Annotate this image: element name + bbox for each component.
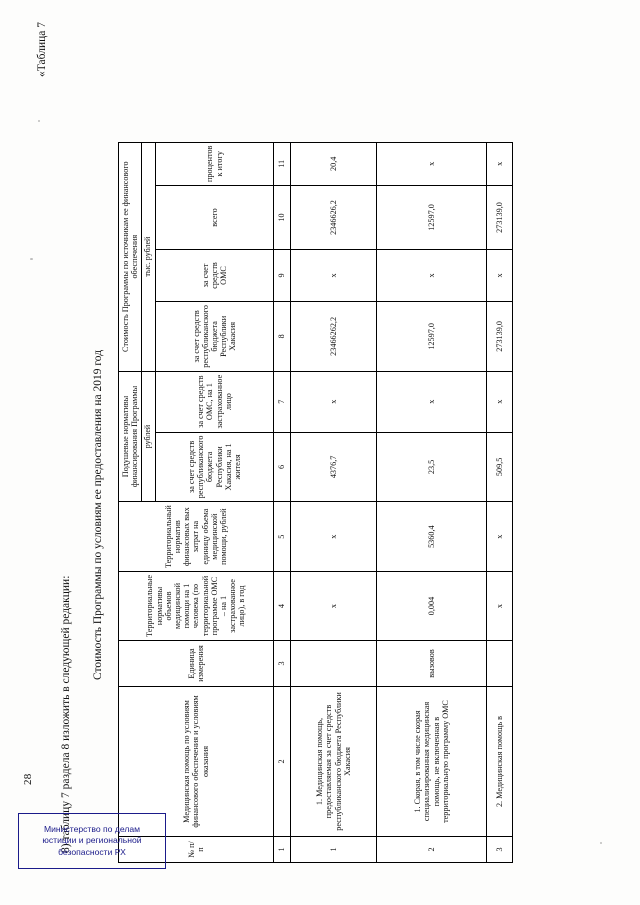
row-num: 2	[377, 837, 487, 863]
table-caption: Стоимость Программы по условиям ее предоставления на 2019 год	[92, 349, 104, 680]
row-percent: х	[487, 142, 513, 185]
scan-speck	[30, 258, 33, 260]
ministry-stamp	[18, 813, 166, 869]
table-row	[377, 142, 487, 862]
colnum-1: 1	[274, 837, 291, 863]
row-percapita-oms: х	[487, 371, 513, 432]
scan-speck	[600, 842, 602, 844]
row-percapita-oms: х	[377, 371, 487, 432]
row-care-type: 2. Медицинская помощь в	[487, 687, 513, 837]
row-volume: х	[291, 572, 377, 641]
stamp-line-3: безопасности РХ	[58, 846, 126, 857]
row-num: 1	[291, 837, 377, 863]
header-total-units: тыс. рублей	[142, 142, 156, 371]
header-percapita-units: рублей	[142, 371, 156, 502]
colnum-9: 9	[274, 249, 291, 301]
header-territorial-volume: Территориальные нормативы объемов медицинской помощи на 1 человека (по территориальной программе ОМС – на 1 застрахованное лицо), в год	[119, 572, 274, 641]
header-num: № п/п	[119, 837, 274, 863]
scan-speck	[38, 120, 40, 122]
colnum-10: 10	[274, 185, 291, 249]
row-cost-total: 12597,0	[377, 185, 487, 249]
row-num: 3	[487, 837, 513, 863]
row-cost-total: 2346626,2	[291, 185, 377, 249]
colnum-2: 2	[274, 687, 291, 837]
row-volume: х	[487, 572, 513, 641]
table-row	[487, 142, 513, 862]
row-percapita-oms: х	[291, 371, 377, 432]
row-cost-budget: 23466262,2	[291, 301, 377, 371]
row-cost-unit: х	[291, 502, 377, 572]
header-cost-oms: за счет средств ОМС	[156, 249, 274, 301]
header-group-percapita: Подушевые нормативы финансирования Программы	[119, 371, 142, 502]
row-unit: вызовов	[377, 641, 487, 687]
row-cost-unit: х	[487, 502, 513, 572]
row-cost-oms: х	[291, 249, 377, 301]
colnum-3: 3	[274, 641, 291, 687]
row-percapita-budget: 23,5	[377, 432, 487, 502]
colnum-7: 7	[274, 371, 291, 432]
header-cost-budget: за счет средств республиканского бюджета Республики Хакасия	[156, 301, 274, 371]
header-unit: Единица измерения	[119, 641, 274, 687]
row-volume: 0,004	[377, 572, 487, 641]
colnum-6: 6	[274, 432, 291, 502]
table-label: «Таблица 7	[36, 22, 48, 77]
row-cost-oms: х	[487, 249, 513, 301]
stamp-line-2: юстиции и региональной	[42, 835, 142, 846]
header-cost-total: всего	[156, 185, 274, 249]
row-percapita-budget: 4376,7	[291, 432, 377, 502]
header-care-type: Медицинская помощь по условиям финансового обеспечения и условиям оказания	[119, 687, 274, 837]
row-unit	[291, 641, 377, 687]
column-number-row	[274, 142, 291, 862]
page-number: 28	[22, 773, 34, 785]
row-cost-budget: 273139,0	[487, 301, 513, 371]
row-cost-unit: 5360,4	[377, 502, 487, 572]
header-territorial-cost: Территориальный норматив финансовых вых затрат на единицу объема медицинской помощи, рублей	[119, 502, 274, 572]
colnum-11: 11	[274, 142, 291, 185]
row-care-type: 1. Скорая, в том числе скорая специализированная медицинская помощь, не включенная в территориальную программу ОМС	[377, 687, 487, 837]
row-cost-budget: 12597,0	[377, 301, 487, 371]
colnum-5: 5	[274, 502, 291, 572]
row-cost-oms: х	[377, 249, 487, 301]
header-percapita-oms: за счет средств ОМС, на 1 застрахованное лицо	[156, 371, 274, 432]
header-percapita-budget: за счет средств республиканского бюджета Республики Хакасия, на 1 жителя	[156, 432, 274, 502]
colnum-8: 8	[274, 301, 291, 371]
row-care-type: 1. Медицинская помощь, предоставляемая за счет средств республиканского бюджета Республики Хакасия	[291, 687, 377, 837]
intro-paragraph: 8) таблицу 7 раздела 8 изложить в следующей редакции:	[60, 575, 72, 853]
row-percent: х	[377, 142, 487, 185]
colnum-4: 4	[274, 572, 291, 641]
header-percent-of-total: процентов к итогу	[156, 142, 274, 185]
table-row	[291, 142, 377, 862]
row-cost-total: 273139,0	[487, 185, 513, 249]
stamp-line-1: Министерство по делам	[43, 823, 141, 834]
program-cost-table	[118, 142, 513, 863]
row-percapita-budget: 509,5	[487, 432, 513, 502]
row-unit	[487, 641, 513, 687]
header-group-total-cost: Стоимость Программы по источникам ее финансового обеспечения	[119, 142, 142, 371]
row-percent: 20,4	[291, 142, 377, 185]
